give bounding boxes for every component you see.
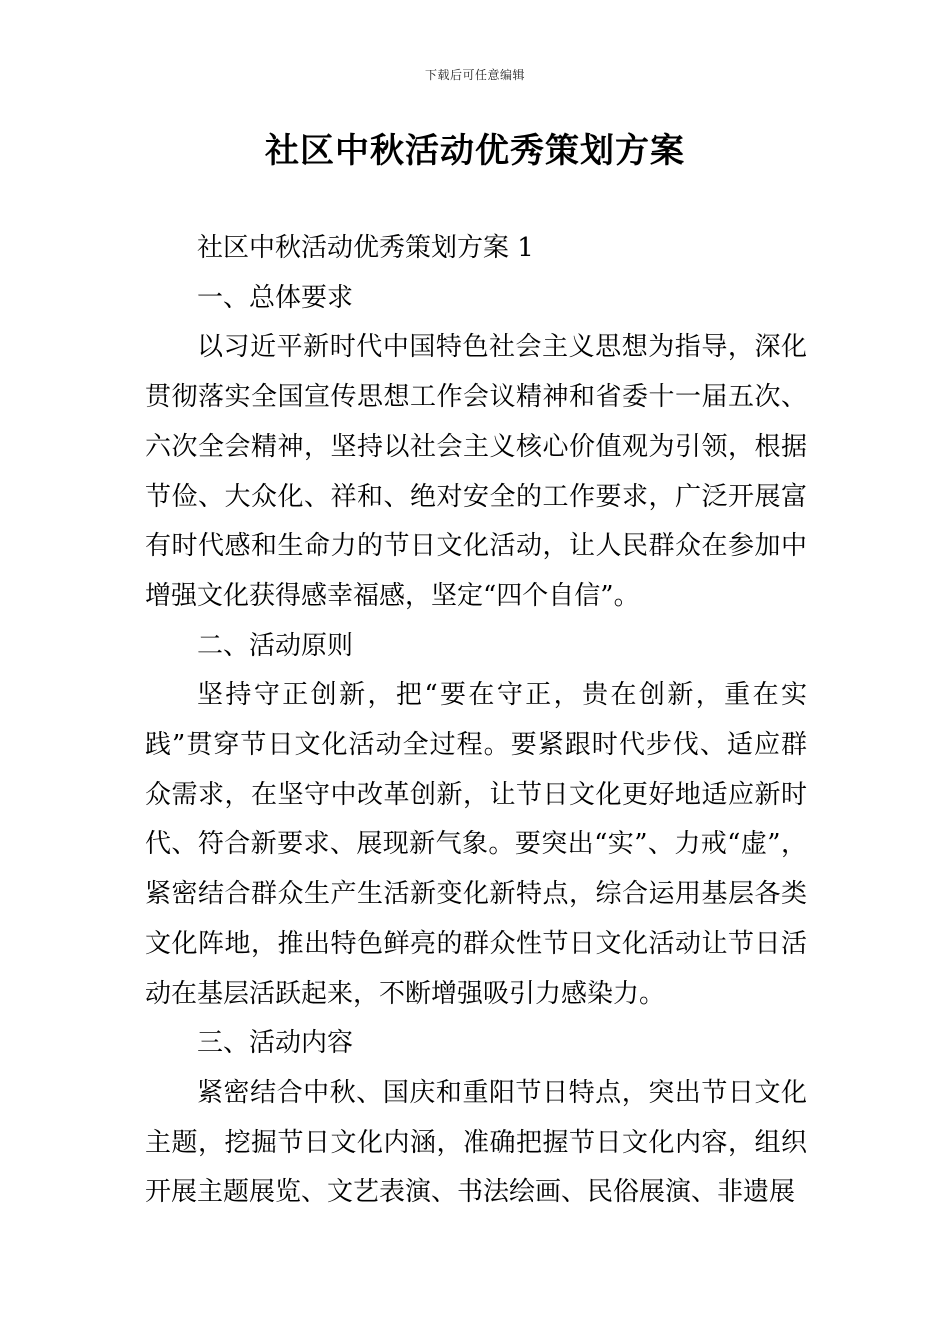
section-heading: 一、总体要求 (197, 282, 354, 313)
document-subtitle: 社区中秋活动优秀策划方案 1 (197, 233, 534, 263)
section-paragraph: 紧密结合中秋、国庆和重阳节日特点，突出节日文化主题，挖掘节日文化内涵，准确把握节日文化内容，组织开展主题展览、文艺表演、书法绘画、民俗展演、非遗展 (145, 1077, 807, 1208)
header-note: 下载后可任意编辑 (424, 68, 525, 82)
section-heading: 三、活动内容 (197, 1028, 354, 1059)
document-body (145, 224, 807, 1218)
section-heading: 二、活动原则 (197, 630, 354, 661)
document-title: 社区中秋活动优秀策划方案 (265, 131, 685, 171)
section-paragraph: 以习近平新时代中国特色社会主义思想为指导，深化贯彻落实全国宣传思想工作会议精神和省委十一届五次、六次全会精神，坚持以社会主义核心价值观为引领，根据节俭、大众化、祥和、绝对安全的工作要求，广泛开展富有时代感和生命力的节日文化活动，让人民群众在参加中增强文化获得感幸福感，坚定“四个自信”。 (145, 332, 807, 611)
section-paragraph: 坚持守正创新，把“要在守正，贵在创新，重在实践”贯穿节日文化活动全过程。要紧跟时代步伐、适应群众需求，在坚守中改革创新，让节日文化更好地适应新时代、符合新要求、展现新气象。要突出“实”、力戒“虚”，紧密结合群众生产生活新变化新特点，综合运用基层各类文化阵地，推出特色鲜亮的群众性节日文化活动让节日活动在基层活跃起来，不断增强吸引力感染力。 (145, 680, 807, 1009)
